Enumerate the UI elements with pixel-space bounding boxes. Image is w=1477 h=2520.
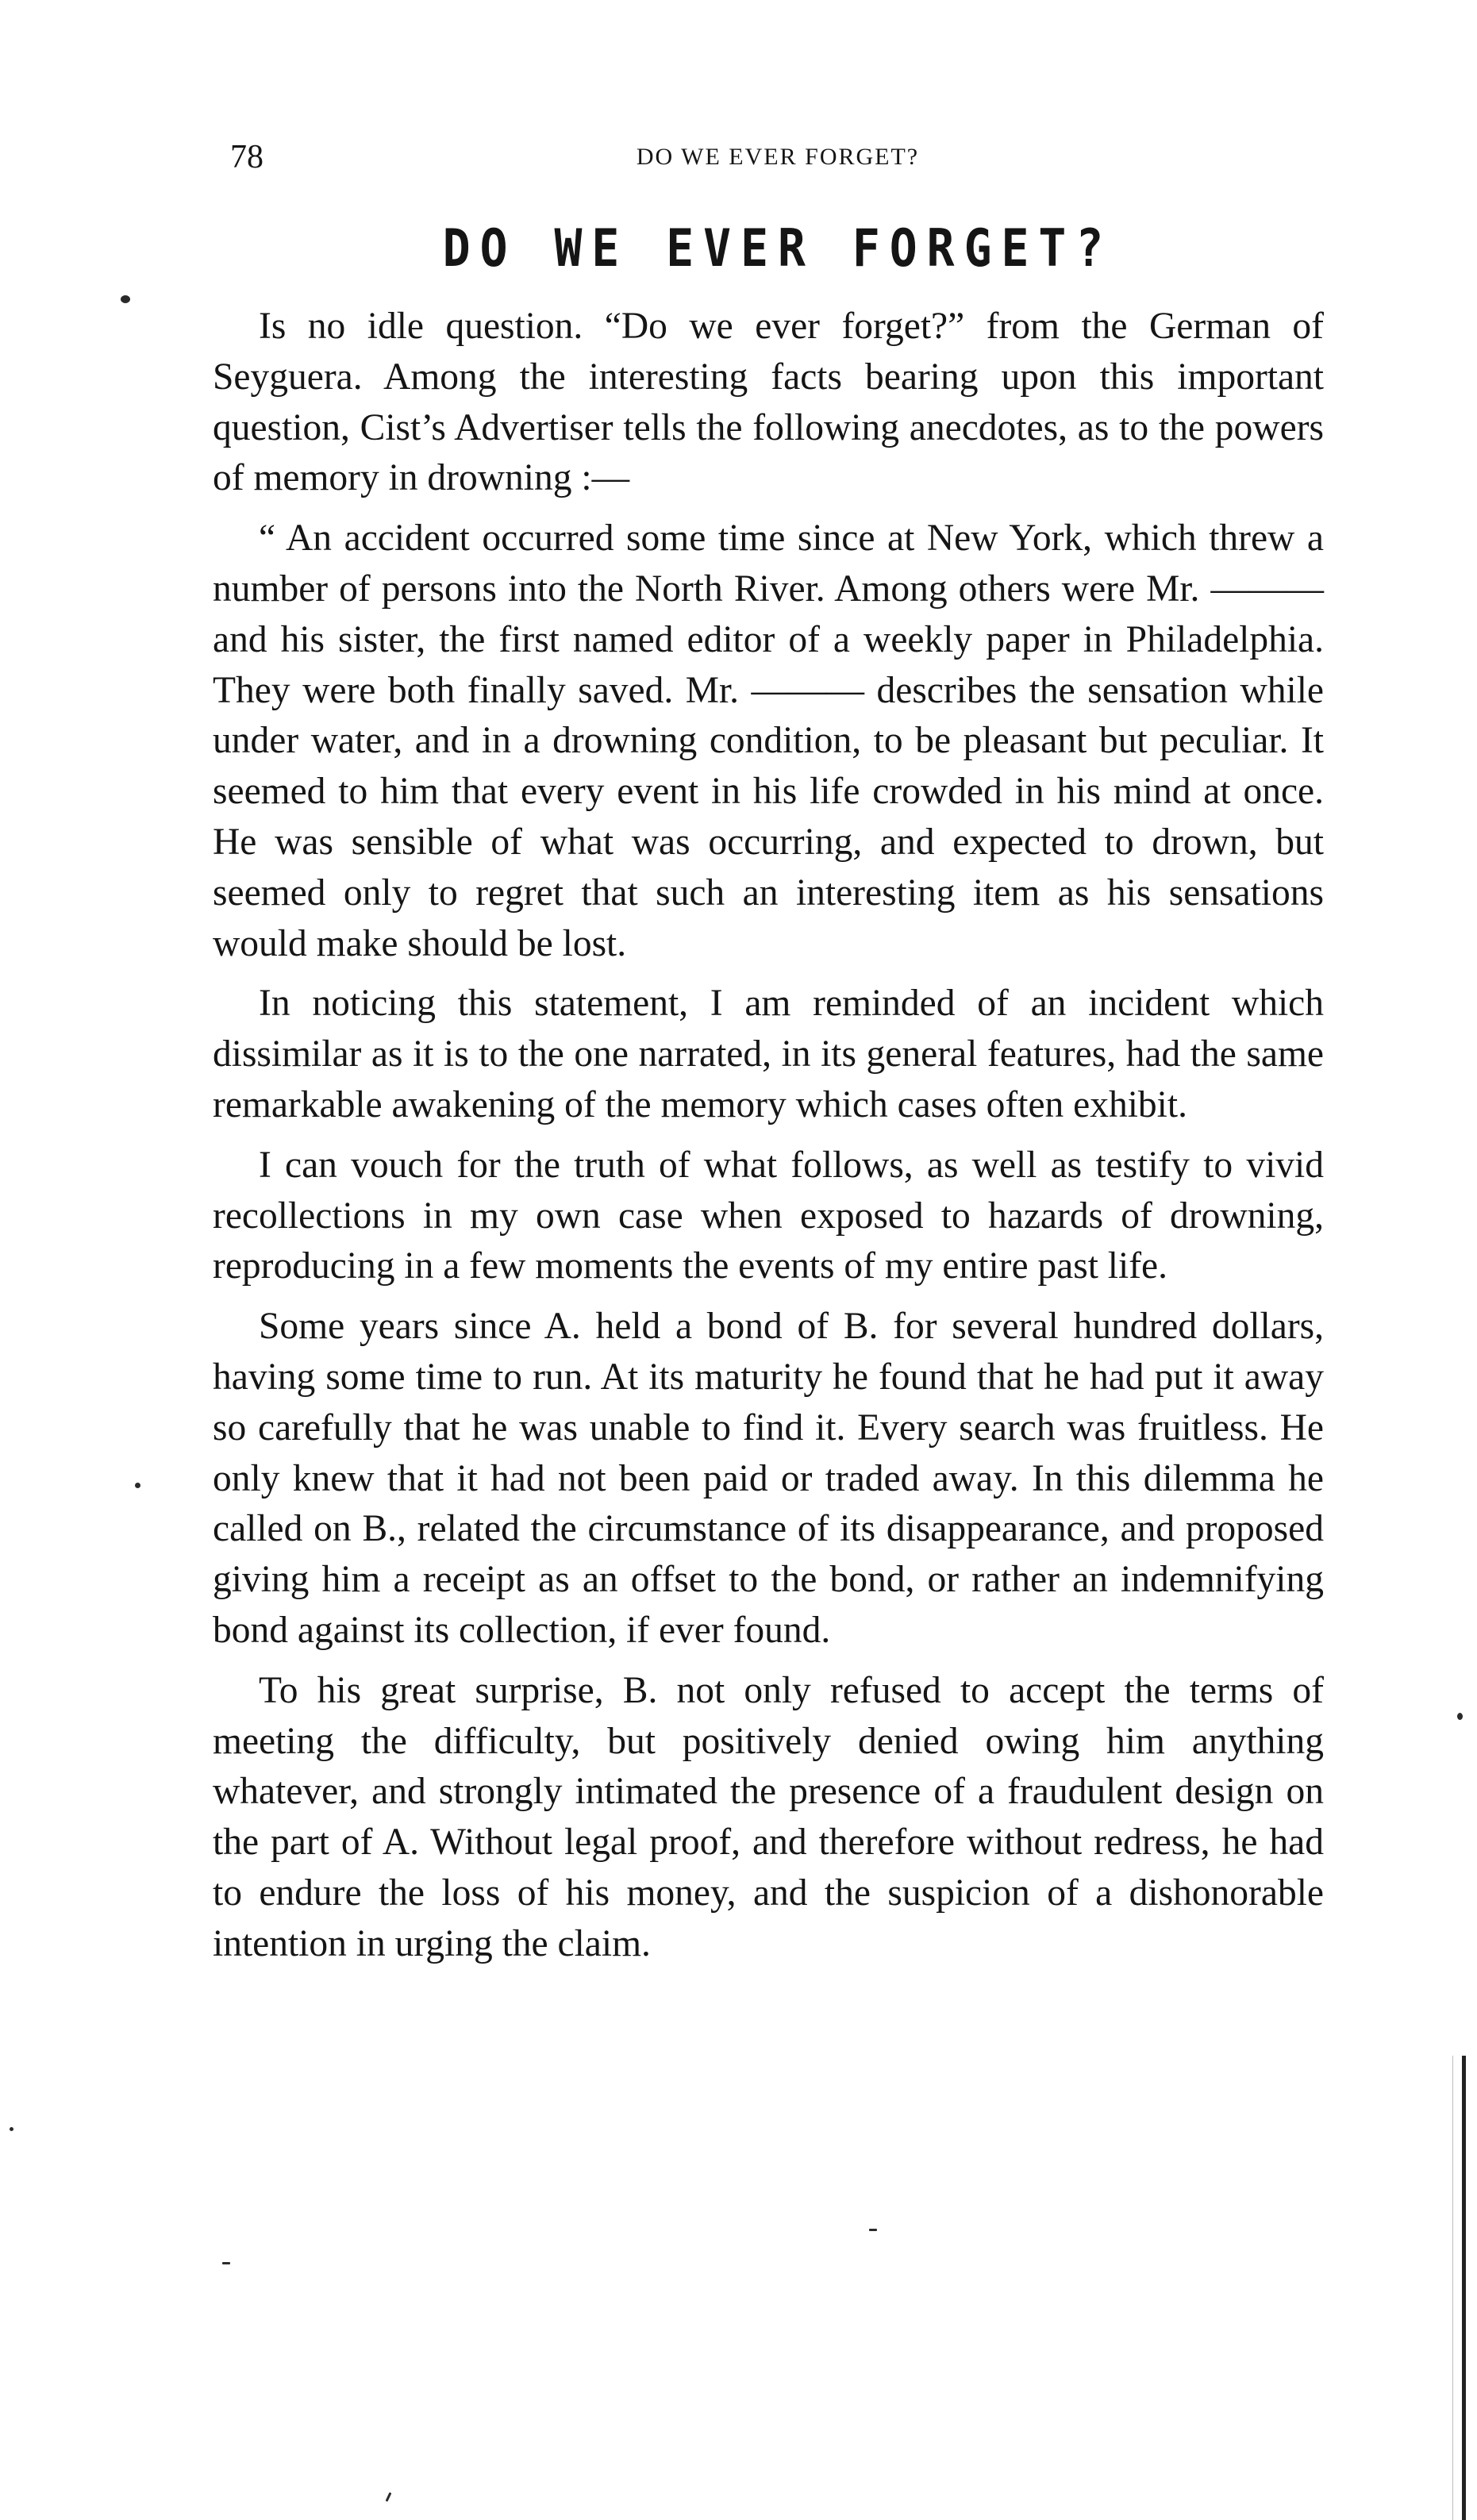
paragraph: Is no idle question. “Do we ever forget?” from the German of Seyguera. Among the interesting facts bearing upon this important question, Cist’s Advertiser tells the following anecdotes, as to the powers of memory in drowning :— — [213, 306, 1324, 499]
ink-speck — [121, 295, 130, 303]
paragraph: In noticing this statement, I am reminded of an incident which dissimilar as it is to the one narrated, in its general features, had the same remarkable awakening of the memory which cases often exhibit. — [213, 983, 1324, 1125]
ink-speck — [386, 2492, 392, 2502]
ink-speck — [869, 2229, 877, 2231]
ink-speck — [135, 1483, 140, 1488]
article-body — [213, 302, 1324, 1970]
running-head — [230, 133, 1325, 181]
page-number: 78 — [230, 139, 263, 175]
page-edge-shadow — [1452, 2056, 1453, 2520]
ink-speck — [1457, 1713, 1463, 1720]
paragraph: I can vouch for the truth of what follows, as well as testify to vivid recollections in my own case when exposed to hazards of drowning, reproducing in a few moments the events of my entire past life. — [213, 1144, 1324, 1287]
running-title: DO WE EVER FORGET? — [636, 144, 920, 170]
paragraph: “ An accident occurred some time since at New York, which threw a number of persons into the North River. Among others were Mr. ——— and his sister, the first named editor of a weekly paper in Philadelphia. They were both finally saved. Mr. ——— describes the sensation while under water, and in a drowning condition, to be pleasant but peculiar. It seemed to him that every event in his life crowded in his mind at once. He was sensible of what was occurring, and expected to drown, but seemed only to regret that such an interesting item as his sensations would make should be lost. — [213, 517, 1324, 964]
article-title: DO WE EVER FORGET? — [442, 217, 1114, 279]
ink-speck — [222, 2262, 230, 2264]
ink-speck — [10, 2127, 13, 2131]
paragraph: To his great surprise, B. not only refused to accept the terms of meeting the difficulty, but positively denied owing him anything whatever, and strongly intimated the presence of a fraudulent design on the part of A. Without legal proof, and therefore without redress, he had to endure the loss of his money, and the suspicion of a dishonorable intention in urging the claim. — [213, 1669, 1324, 1964]
page-edge-line — [1462, 2056, 1466, 2520]
paragraph: Some years since A. held a bond of B. for several hundred dollars, having some time to run. At its maturity he found that he had put it away so carefully that he was unable to find it. Every search was fruitless. He only knew that it had not been paid or traded away. In this dilemma he called on B., related the circumstance of its disappearance, and proposed giving him a receipt as an offset to the bond, or rather an indemnifying bond against its collection, if ever found. — [213, 1306, 1324, 1651]
